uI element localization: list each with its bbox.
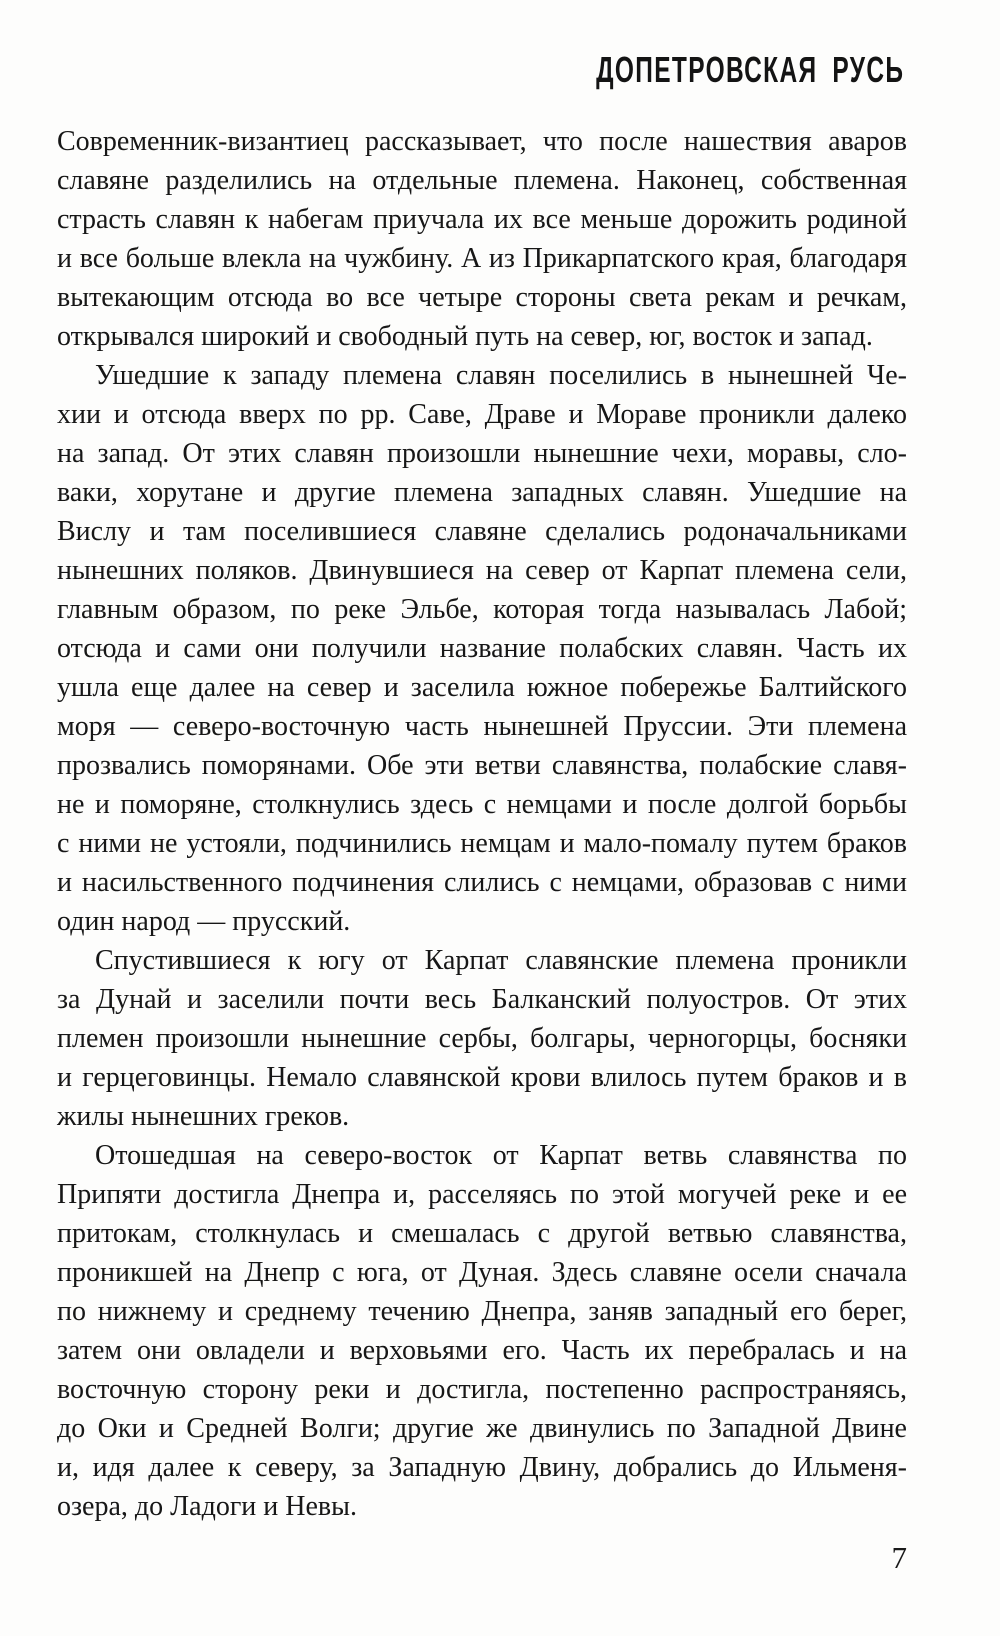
paragraph	[57, 356, 907, 941]
text-line: Вислу и там поселившиеся славяне сделались родоначальниками	[57, 516, 907, 547]
text-line: славяне разделились на отдельные племена. Наконец, собственная	[57, 165, 907, 196]
text-line: по нижнему и среднему течению Днепра, заняв западный его берег,	[57, 1296, 907, 1327]
text-line: и насильственного подчинения слились с немцами, образовав с ними	[57, 867, 907, 898]
text-line: нынешних поляков. Двинувшиеся на север от Карпат племена сели,	[57, 555, 907, 586]
page-number: 7	[891, 1540, 907, 1575]
text-line: моря — северо-восточную часть нынешней Пруссии. Эти племена	[57, 711, 907, 742]
text-line: Отошедшая на северо-восток от Карпат ветвь славянства по	[95, 1140, 907, 1171]
text-line: притокам, столкнулась и смешалась с другой ветвью славянства,	[57, 1218, 907, 1249]
text-line: за Дунай и заселили почти весь Балканский полуостров. От этих	[57, 984, 907, 1015]
text-line: ваки, хорутане и другие племена западных славян. Ушедшие на	[57, 477, 907, 508]
text-line: Современник-византиец рассказывает, что после нашествия аваров	[57, 126, 907, 157]
text-line: главным образом, по реке Эльбе, которая тогда называлась Лабой;	[57, 594, 907, 625]
text-line: один народ — прусский.	[57, 906, 351, 937]
text-line: и все больше влекла на чужбину. А из Прикарпатского края, благодаря	[57, 243, 907, 274]
text-line: до Оки и Средней Волги; другие же двинулись по Западной Двине	[57, 1413, 907, 1444]
paragraph	[57, 1136, 907, 1526]
text-line: Ушедшие к западу племена славян поселились в нынешней Че-	[95, 360, 907, 391]
text-line: не и поморяне, столкнулись здесь с немцами и после долгой борьбы	[57, 789, 907, 820]
paragraph	[57, 122, 907, 356]
running-head: ДОПЕТРОВСКАЯ РУСЬ	[595, 49, 904, 90]
text-line: Спустившиеся к югу от Карпат славянские племена проникли	[95, 945, 907, 976]
text-line: жилы нынешних греков.	[57, 1101, 350, 1132]
text-line: хии и отсюда вверх по рр. Саве, Драве и Мораве проникли далеко	[57, 399, 907, 430]
text-line: озера, до Ладоги и Невы.	[57, 1491, 357, 1522]
text-line: ушла еще далее на север и заселила южное побережье Балтийского	[57, 672, 907, 703]
text-line: на запад. От этих славян произошли нынешние чехи, моравы, сло-	[57, 438, 907, 469]
text-line: с ними не устояли, подчинились немцам и мало-помалу путем браков	[57, 828, 907, 859]
text-line: и герцеговинцы. Немало славянской крови влилось путем браков и в	[57, 1062, 907, 1093]
text-line: страсть славян к набегам приучала их все меньше дорожить родиной	[57, 204, 907, 235]
text-line: Припяти достигла Днепра и, расселяясь по этой могучей реке и ее	[57, 1179, 907, 1210]
paragraph	[57, 941, 907, 1136]
text-line: открывался широкий и свободный путь на север, юг, восток и запад.	[57, 321, 873, 352]
text-line: и, идя далее к северу, за Западную Двину, добрались до Ильменя-	[57, 1452, 907, 1483]
text-line: племен произошли нынешние сербы, болгары, черногорцы, босняки	[57, 1023, 907, 1054]
page-text	[57, 122, 907, 1526]
text-line: отсюда и сами они получили название полабских славян. Часть их	[57, 633, 907, 664]
text-line: вытекающим отсюда во все четыре стороны света рекам и речкам,	[57, 282, 907, 313]
text-line: восточную сторону реки и достигла, постепенно распространяясь,	[57, 1374, 907, 1405]
text-line: затем они овладели и верховьями его. Часть их перебралась и на	[57, 1335, 907, 1366]
text-line: прозвались поморянами. Обе эти ветви славянства, полабские славя-	[57, 750, 907, 781]
text-line: проникшей на Днепр с юга, от Дуная. Здесь славяне осели сначала	[57, 1257, 907, 1288]
